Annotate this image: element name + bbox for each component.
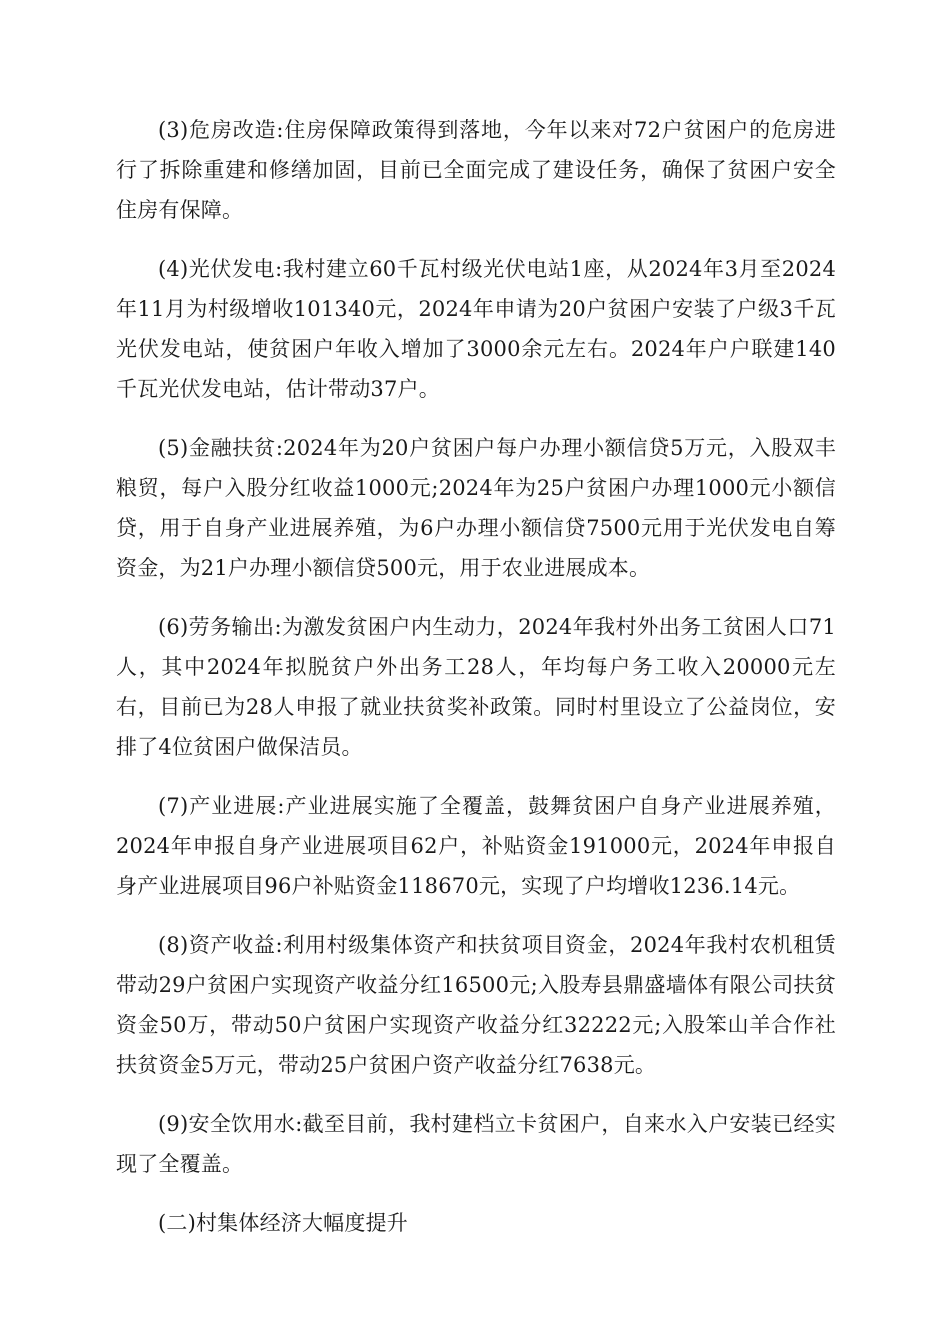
paragraph-housing-renovation: (3)危房改造:住房保障政策得到落地，今年以来对72户贫困户的危房进行了拆除重建和修缮加固，目前已全面完成了建设任务，确保了贫困户安全住房有保障。: [116, 118, 836, 222]
section-heading: (二)村集体经济大幅度提升: [158, 1211, 408, 1235]
paragraph-financial-aid: (5)金融扶贫:2024年为20户贫困户每户办理小额信贷5万元，入股双丰粮贸，每户入股分红收益1000元;2024年为25户贫困户办理1000元小额信贷，用于自身产业进展养殖，为6户办理小额信贷7500元用于光伏发电自筹资金，为21户办理小额信贷500元，用于农业进展成本。: [116, 436, 836, 580]
paragraph-solar-power: (4)光伏发电:我村建立60千瓦村级光伏电站1座，从2024年3月至2024年11月为村级增收101340元，2024年申请为20户贫困户安装了户级3千瓦光伏发电站，使贫困户年收入增加了3000余元左右。2024年户户联建140千瓦光伏发电站，估计带动37户。: [116, 257, 836, 401]
paragraph-drinking-water: (9)安全饮用水:截至目前，我村建档立卡贫困户，自来水入户安装已经实现了全覆盖。: [116, 1112, 836, 1176]
document-body: [116, 110, 836, 1262]
paragraph-industry-development: (7)产业进展:产业进展实施了全覆盖，鼓舞贫困户自身产业进展养殖，2024年申报自身产业进展项目62户，补贴资金191000元，2024年申报自身产业进展项目96户补贴资金118670元，实现了户均增收1236.14元。: [116, 794, 836, 898]
paragraph-asset-income: (8)资产收益:利用村级集体资产和扶贫项目资金，2024年我村农机租赁带动29户贫困户实现资产收益分红16500元;入股寿县鼎盛墙体有限公司扶贫资金50万，带动50户贫困户实现资产收益分红32222元;入股笨山羊合作社扶贫资金5万元，带动25户贫困户资产收益分红7638元。: [116, 933, 836, 1077]
paragraph-labor-export: (6)劳务输出:为激发贫困户内生动力，2024年我村外出务工贫困人口71人，其中2024年拟脱贫户外出务工28人，年均每户务工收入20000元左右，目前已为28人申报了就业扶贫奖补政策。同时村里设立了公益岗位，安排了4位贫困户做保洁员。: [116, 615, 836, 759]
